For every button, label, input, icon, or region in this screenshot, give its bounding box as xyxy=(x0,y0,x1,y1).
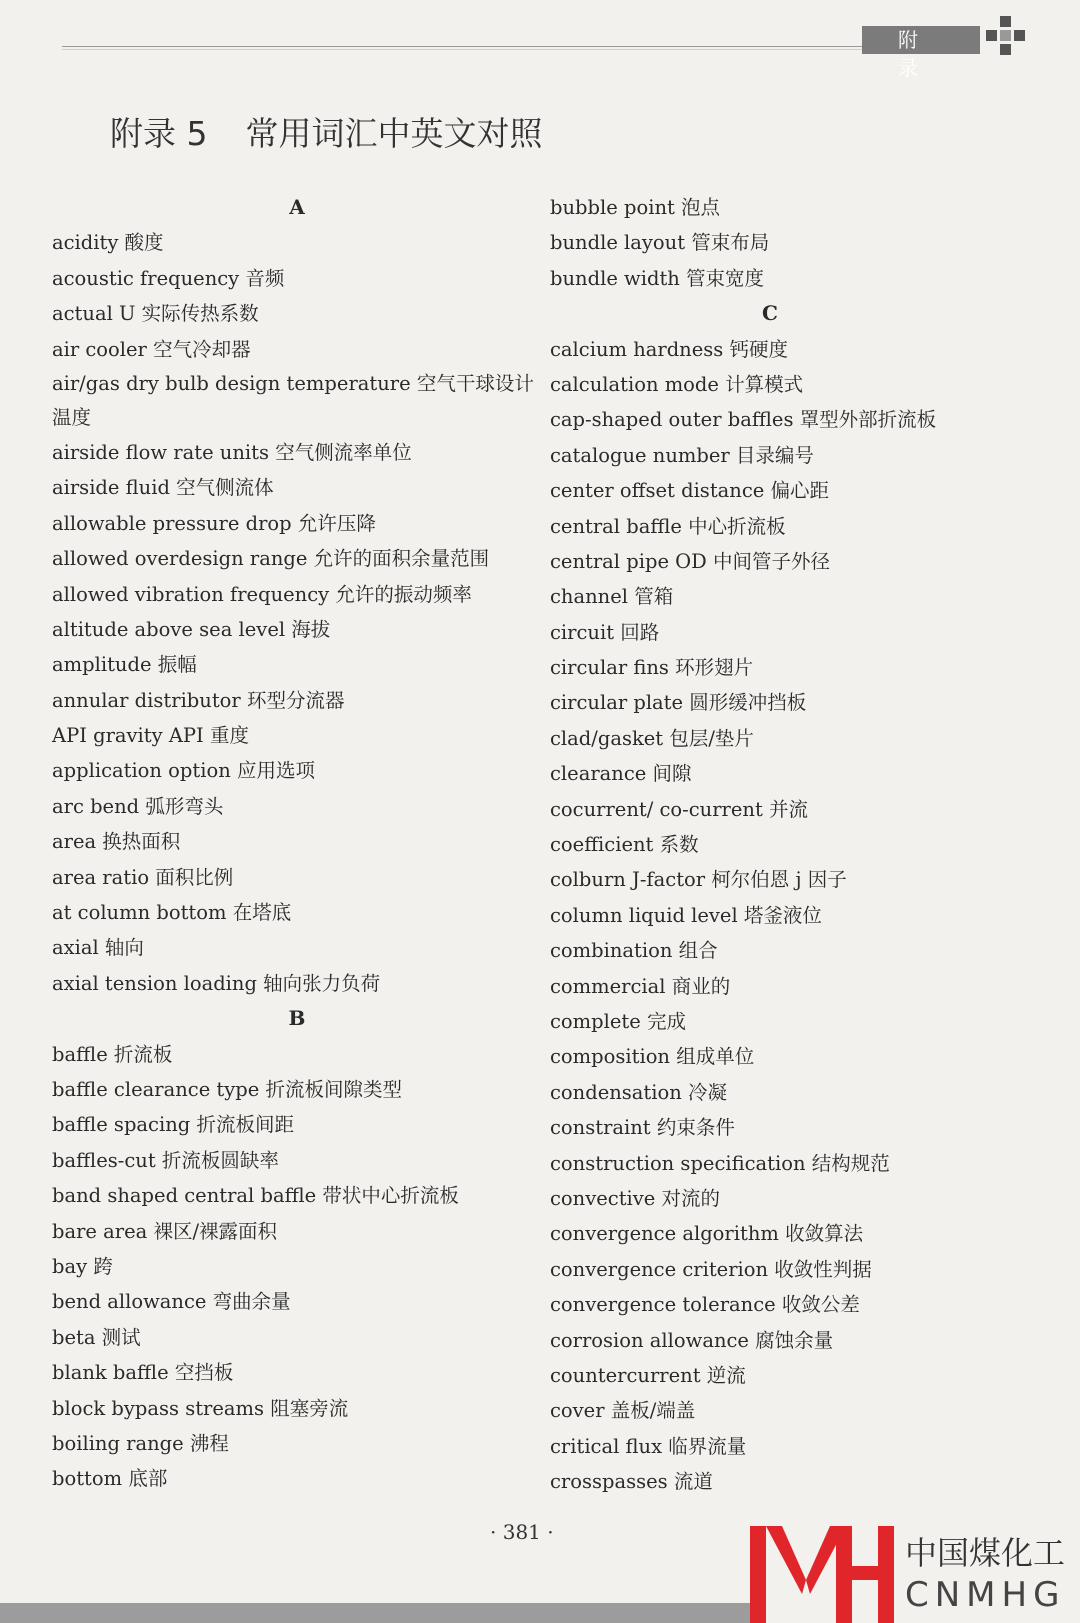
glossary-entry: air/gas dry bulb design temperature 空气干球设计温度 xyxy=(52,371,534,429)
watermark-logo xyxy=(750,1520,1080,1623)
glossary-entry: colburn J-factor 柯尔伯恩 j 因子 xyxy=(550,868,847,892)
glossary-entry: central baffle 中心折流板 xyxy=(550,514,786,538)
glossary-entry: bay 跨 xyxy=(52,1254,113,1278)
glossary-entry: area ratio 面积比例 xyxy=(52,865,234,889)
glossary-entry: combination 组合 xyxy=(550,939,718,963)
glossary-entry: beta 测试 xyxy=(52,1325,141,1349)
glossary-entry: blank baffle 空挡板 xyxy=(52,1361,234,1385)
glossary-column-left xyxy=(52,190,542,1497)
glossary-entry: axial 轴向 xyxy=(52,936,144,960)
logo-mark-icon xyxy=(750,1520,900,1623)
glossary-entry: air cooler 空气冷却器 xyxy=(52,337,251,361)
glossary-entry: clearance 间隙 xyxy=(550,762,692,786)
glossary-entry: baffles-cut 折流板圆缺率 xyxy=(52,1148,279,1172)
glossary-entry: acoustic frequency 音频 xyxy=(52,266,285,290)
glossary-entry: annular distributor 环型分流器 xyxy=(52,688,345,712)
glossary-entry: amplitude 振幅 xyxy=(52,653,197,677)
glossary-entry: commercial 商业的 xyxy=(550,974,731,998)
page-number: · 381 · xyxy=(490,1520,554,1544)
glossary-entry: API gravity API 重度 xyxy=(52,724,249,748)
glossary-entry: allowed overdesign range 允许的面积余量范围 xyxy=(52,547,490,571)
glossary-entry: complete 完成 xyxy=(550,1009,686,1033)
glossary-entry: airside flow rate units 空气侧流率单位 xyxy=(52,440,412,464)
glossary-entry: crosspasses 流道 xyxy=(550,1470,713,1494)
glossary-entry: baffle spacing 折流板间距 xyxy=(52,1113,294,1137)
glossary-entry: block bypass streams 阻塞旁流 xyxy=(52,1396,349,1420)
glossary-entry: allowable pressure drop 允许压降 xyxy=(52,511,376,535)
glossary-entry: channel 管箱 xyxy=(550,585,674,609)
glossary-entry: baffle clearance type 折流板间隙类型 xyxy=(52,1077,403,1101)
glossary-entry: band shaped central baffle 带状中心折流板 xyxy=(52,1184,459,1208)
glossary-column-right xyxy=(550,190,990,1499)
glossary-entry: condensation 冷凝 xyxy=(550,1080,728,1104)
glossary-entry: bundle width 管束宽度 xyxy=(550,266,765,290)
glossary-entry: circuit 回路 xyxy=(550,620,660,644)
glossary-entry: actual U 实际传热系数 xyxy=(52,302,259,326)
scan-edge xyxy=(0,1603,750,1623)
section-letter: C xyxy=(762,301,778,326)
glossary-entry: critical flux 临界流量 xyxy=(550,1434,747,1458)
glossary-entry: countercurrent 逆流 xyxy=(550,1363,746,1387)
glossary-entry: bubble point 泡点 xyxy=(550,196,721,219)
glossary-entry: application option 应用选项 xyxy=(52,759,315,783)
glossary-entry: baffle 折流板 xyxy=(52,1042,173,1066)
glossary-entry: axial tension loading 轴向张力负荷 xyxy=(52,971,381,995)
glossary-entry: calculation mode 计算模式 xyxy=(550,372,804,396)
glossary-entry: airside fluid 空气侧流体 xyxy=(52,476,274,500)
appendix-number: 附录 5 xyxy=(110,114,208,153)
glossary-entry: bundle layout 管束布局 xyxy=(550,231,770,255)
glossary-entry: bare area 裸区/裸露面积 xyxy=(52,1219,278,1243)
glossary-entry: coefficient 系数 xyxy=(550,833,699,857)
page-title xyxy=(110,108,543,155)
glossary-entry: construction specification 结构规范 xyxy=(550,1151,890,1175)
corner-decoration xyxy=(986,16,1026,56)
glossary-entry: constraint 约束条件 xyxy=(550,1116,735,1140)
logo-english-text: CNMHG xyxy=(905,1575,1066,1615)
glossary-entry: bend allowance 弯曲余量 xyxy=(52,1290,291,1314)
glossary-entry: calcium hardness 钙硬度 xyxy=(550,337,788,361)
glossary-entry: catalogue number 目录编号 xyxy=(550,443,814,467)
glossary-entry: convective 对流的 xyxy=(550,1186,721,1210)
glossary-entry: boiling range 沸程 xyxy=(52,1431,229,1455)
glossary-entry: circular fins 环形翅片 xyxy=(550,656,754,680)
glossary-entry: acidity 酸度 xyxy=(52,231,164,255)
glossary-entry: arc bend 弧形弯头 xyxy=(52,794,224,818)
header-rule xyxy=(62,46,862,47)
glossary-entry: cocurrent/ co-current 并流 xyxy=(550,797,808,821)
glossary-entry: cover 盖板/端盖 xyxy=(550,1399,696,1423)
header-rule-secondary xyxy=(62,49,862,50)
glossary-entry: altitude above sea level 海拔 xyxy=(52,617,331,641)
glossary-entry: circular plate 圆形缓冲挡板 xyxy=(550,691,807,715)
glossary-entry: composition 组成单位 xyxy=(550,1045,755,1069)
appendix-title: 常用词汇中英文对照 xyxy=(245,114,543,153)
glossary-entry: bottom 底部 xyxy=(52,1467,168,1491)
glossary-entry: convergence criterion 收敛性判据 xyxy=(550,1257,872,1281)
glossary-entry: convergence tolerance 收敛公差 xyxy=(550,1293,860,1317)
glossary-entry: central pipe OD 中间管子外径 xyxy=(550,549,830,573)
glossary-entry: center offset distance 偏心距 xyxy=(550,479,829,503)
glossary-entry: at column bottom 在塔底 xyxy=(52,901,292,925)
glossary-entry: corrosion allowance 腐蚀余量 xyxy=(550,1328,834,1352)
section-tab: 附 录 xyxy=(862,26,980,54)
logo-chinese-text: 中国煤化工 xyxy=(905,1534,1066,1572)
section-letter: B xyxy=(288,1006,306,1031)
glossary-entry: convergence algorithm 收敛算法 xyxy=(550,1222,864,1246)
glossary-entry: clad/gasket 包层/垫片 xyxy=(550,726,754,750)
glossary-entry: area 换热面积 xyxy=(52,830,181,854)
section-letter: A xyxy=(289,195,305,219)
glossary-entry: cap-shaped outer baffles 罩型外部折流板 xyxy=(550,408,937,432)
glossary-entry: allowed vibration frequency 允许的振动频率 xyxy=(52,582,472,606)
glossary-entry: column liquid level 塔釜液位 xyxy=(550,903,822,927)
